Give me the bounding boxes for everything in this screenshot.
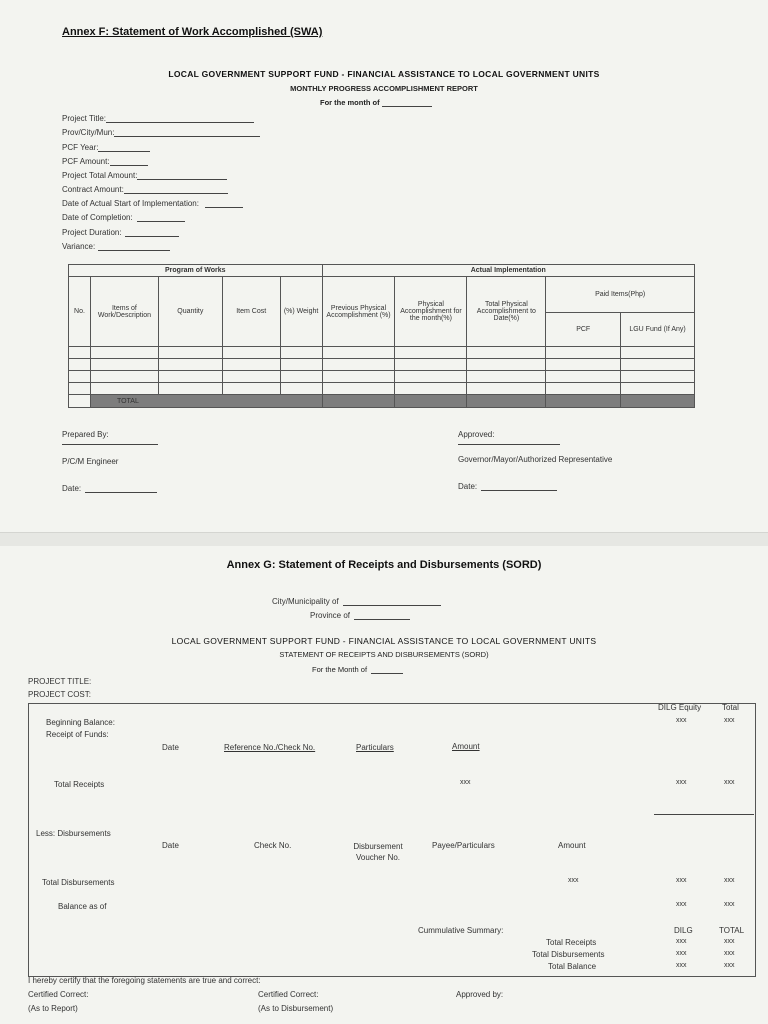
date-left-blank[interactable] bbox=[85, 484, 157, 493]
field-blank[interactable] bbox=[110, 157, 148, 166]
prepared-by-label: Prepared By: bbox=[62, 430, 109, 439]
receipt-particulars-col: Particulars bbox=[356, 743, 394, 752]
summary-total-balance: Total Balance bbox=[548, 962, 597, 971]
receipt-of-funds-label: Receipt of Funds: bbox=[46, 730, 109, 739]
sum-dilg-2: xxx bbox=[676, 950, 687, 957]
cumulative-summary-label: Cummulative Summary: bbox=[418, 926, 504, 935]
annex-f-title: Annex F: Statement of Work Accomplished (SWA) bbox=[62, 26, 323, 38]
dilg-equity-header: DILG Equity bbox=[658, 703, 702, 712]
annex-g-heading: LOCAL GOVERNMENT SUPPORT FUND - FINANCIAL ASSISTANCE TO LOCAL GOVERNMENT UNITS bbox=[171, 636, 597, 646]
col-weight: (%) Weight bbox=[280, 277, 322, 347]
field-label: Project Duration: bbox=[62, 228, 122, 237]
city-blank[interactable] bbox=[343, 597, 441, 606]
tr-dilg-value: xxx bbox=[676, 779, 687, 786]
approved-label: Approved: bbox=[458, 430, 495, 439]
table-row bbox=[69, 383, 695, 395]
field-label: Date of Actual Start of Implementation: bbox=[62, 199, 199, 208]
certify-statement: I hereby certify that the foregoing statements are true and correct: bbox=[28, 976, 261, 985]
field-pcf-year bbox=[62, 143, 150, 152]
field-blank[interactable] bbox=[106, 114, 254, 123]
field-label: Date of Completion: bbox=[62, 213, 133, 222]
field-date-completion bbox=[62, 213, 185, 222]
receipt-amount-col: Amount bbox=[452, 742, 480, 751]
month-label: For the month of bbox=[320, 98, 380, 107]
city-label: City/Municipality of bbox=[272, 597, 339, 606]
sum-total-2: xxx bbox=[724, 950, 735, 957]
bb-total-value: xxx bbox=[724, 717, 735, 724]
col-quantity: Quantity bbox=[158, 277, 222, 347]
province-label: Province of bbox=[310, 611, 351, 620]
summary-total-disbursements: Total Disbursements bbox=[532, 950, 605, 959]
disb-date-col: Date bbox=[162, 841, 179, 850]
approved-signature-line[interactable] bbox=[458, 444, 560, 445]
field-blank[interactable] bbox=[125, 228, 179, 237]
annex-f-heading: LOCAL GOVERNMENT SUPPORT FUND - FINANCIAL ASSISTANCE TO LOCAL GOVERNMENT UNITS bbox=[168, 69, 600, 79]
date-right-label: Date: bbox=[458, 482, 478, 491]
td-dilg-value: xxx bbox=[676, 877, 687, 884]
col-no: No. bbox=[69, 277, 91, 347]
field-label: PCF Year: bbox=[62, 143, 99, 152]
field-blank[interactable] bbox=[98, 143, 150, 152]
disb-amount-col: Amount bbox=[558, 841, 586, 850]
receipt-date-col: Date bbox=[162, 743, 179, 752]
col-item-cost: Item Cost bbox=[222, 277, 280, 347]
table-total-row bbox=[69, 395, 695, 408]
field-label: Project Total Amount: bbox=[62, 171, 138, 180]
field-project-title bbox=[62, 114, 254, 123]
month-blank[interactable] bbox=[382, 98, 432, 107]
certified-correct-2: Certified Correct: bbox=[258, 990, 319, 999]
sum-dilg-1: xxx bbox=[676, 938, 687, 945]
field-actual-start bbox=[62, 199, 243, 208]
col-total-to-date: Total Physical Accomplishment to Date(%) bbox=[467, 277, 546, 347]
less-disbursements-label: Less: Disbursements bbox=[36, 829, 111, 838]
table-row bbox=[69, 347, 695, 359]
date-left bbox=[62, 484, 157, 493]
col-previous: Previous Physical Accomplishment (%) bbox=[322, 277, 395, 347]
tr-amount-value: xxx bbox=[460, 779, 471, 786]
total-label: TOTAL bbox=[90, 395, 322, 408]
group-program-of-works: Program of Works bbox=[69, 265, 323, 277]
td-amount-value: xxx bbox=[568, 877, 579, 884]
program-of-works-table bbox=[68, 264, 695, 408]
field-label: Project Title: bbox=[62, 114, 107, 123]
field-blank[interactable] bbox=[98, 242, 170, 251]
field-blank[interactable] bbox=[137, 171, 227, 180]
field-blank[interactable] bbox=[114, 128, 260, 137]
province-field bbox=[310, 611, 410, 620]
td-total-value: xxx bbox=[724, 877, 735, 884]
field-contract-amount bbox=[62, 185, 228, 194]
month-blank[interactable] bbox=[371, 665, 403, 674]
field-label: Prov/City/Mun: bbox=[62, 128, 115, 137]
city-field bbox=[272, 597, 441, 606]
approved-role: Governor/Mayor/Authorized Representative bbox=[458, 455, 613, 464]
col-items: Items of Work/Description bbox=[90, 277, 158, 347]
field-pcf-amount bbox=[62, 157, 148, 166]
certified-correct-1-sub: (As to Report) bbox=[28, 1004, 78, 1013]
total-receipts-label: Total Receipts bbox=[54, 780, 105, 789]
summary-total-receipts: Total Receipts bbox=[546, 938, 597, 947]
col-paid-items: Paid Items(Php) bbox=[546, 277, 695, 313]
col-lgu-fund: LGU Fund (If Any) bbox=[621, 313, 695, 347]
annex-f-subheading: MONTHLY PROGRESS ACCOMPLISHMENT REPORT bbox=[290, 84, 478, 93]
project-cost-label: PROJECT COST: bbox=[28, 690, 91, 699]
certified-correct-1: Certified Correct: bbox=[28, 990, 89, 999]
province-blank[interactable] bbox=[354, 611, 410, 620]
field-blank[interactable] bbox=[124, 185, 228, 194]
annex-g-title: Annex G: Statement of Receipts and Disbursements (SORD) bbox=[226, 559, 542, 571]
field-project-total-amount bbox=[62, 171, 227, 180]
disb-payee-col: Payee/Particulars bbox=[432, 841, 495, 850]
annex-g-month bbox=[312, 665, 403, 674]
sum-dilg-3: xxx bbox=[676, 962, 687, 969]
field-label: PCF Amount: bbox=[62, 157, 110, 166]
approved-by-label: Approved by: bbox=[456, 990, 504, 999]
bb-dilg-value: xxx bbox=[676, 717, 687, 724]
prepared-signature-line[interactable] bbox=[62, 444, 158, 445]
sum-total-1: xxx bbox=[724, 938, 735, 945]
month-label: For the Month of bbox=[312, 665, 368, 674]
receipts-divider bbox=[654, 814, 754, 815]
bal-total-value: xxx bbox=[724, 901, 735, 908]
date-left-label: Date: bbox=[62, 484, 82, 493]
sum-total-3: xxx bbox=[724, 962, 735, 969]
disb-voucher-col: Disbursement Voucher No. bbox=[353, 842, 403, 862]
table-row bbox=[69, 359, 695, 371]
receipt-ref-col: Reference No./Check No. bbox=[224, 743, 316, 752]
date-right-blank[interactable] bbox=[481, 482, 557, 491]
bal-dilg-value: xxx bbox=[676, 901, 687, 908]
tr-total-value: xxx bbox=[724, 779, 735, 786]
group-actual-implementation: Actual Implementation bbox=[322, 265, 694, 277]
field-variance bbox=[62, 242, 170, 251]
summary-dilg-header: DILG bbox=[674, 926, 693, 935]
field-label: Contract Amount: bbox=[62, 185, 124, 194]
date-right bbox=[458, 482, 557, 491]
project-title-label: PROJECT TITLE: bbox=[28, 677, 92, 686]
col-month: Physical Accomplishment for the month(%) bbox=[395, 277, 467, 347]
field-blank[interactable] bbox=[205, 199, 243, 208]
total-disbursements-label: Total Disbursements bbox=[42, 878, 115, 887]
field-label: Variance: bbox=[62, 242, 96, 251]
table-row bbox=[69, 371, 695, 383]
balance-as-of-label: Balance as of bbox=[58, 902, 107, 911]
field-project-duration bbox=[62, 228, 179, 237]
field-prov-city-mun bbox=[62, 128, 260, 137]
annex-f-month bbox=[320, 98, 432, 107]
field-blank[interactable] bbox=[137, 213, 185, 222]
disb-check-col: Check No. bbox=[254, 841, 292, 850]
certified-correct-2-sub: (As to Disbursement) bbox=[258, 1004, 334, 1013]
total-header: Total bbox=[722, 703, 739, 712]
annex-g-subheading: STATEMENT OF RECEIPTS AND DISBURSEMENTS (SORD) bbox=[279, 650, 489, 659]
summary-total-header: TOTAL bbox=[719, 926, 745, 935]
beginning-balance-label: Beginning Balance: bbox=[46, 718, 115, 727]
col-pcf: PCF bbox=[546, 313, 621, 347]
prepared-role: P/C/M Engineer bbox=[62, 457, 119, 466]
